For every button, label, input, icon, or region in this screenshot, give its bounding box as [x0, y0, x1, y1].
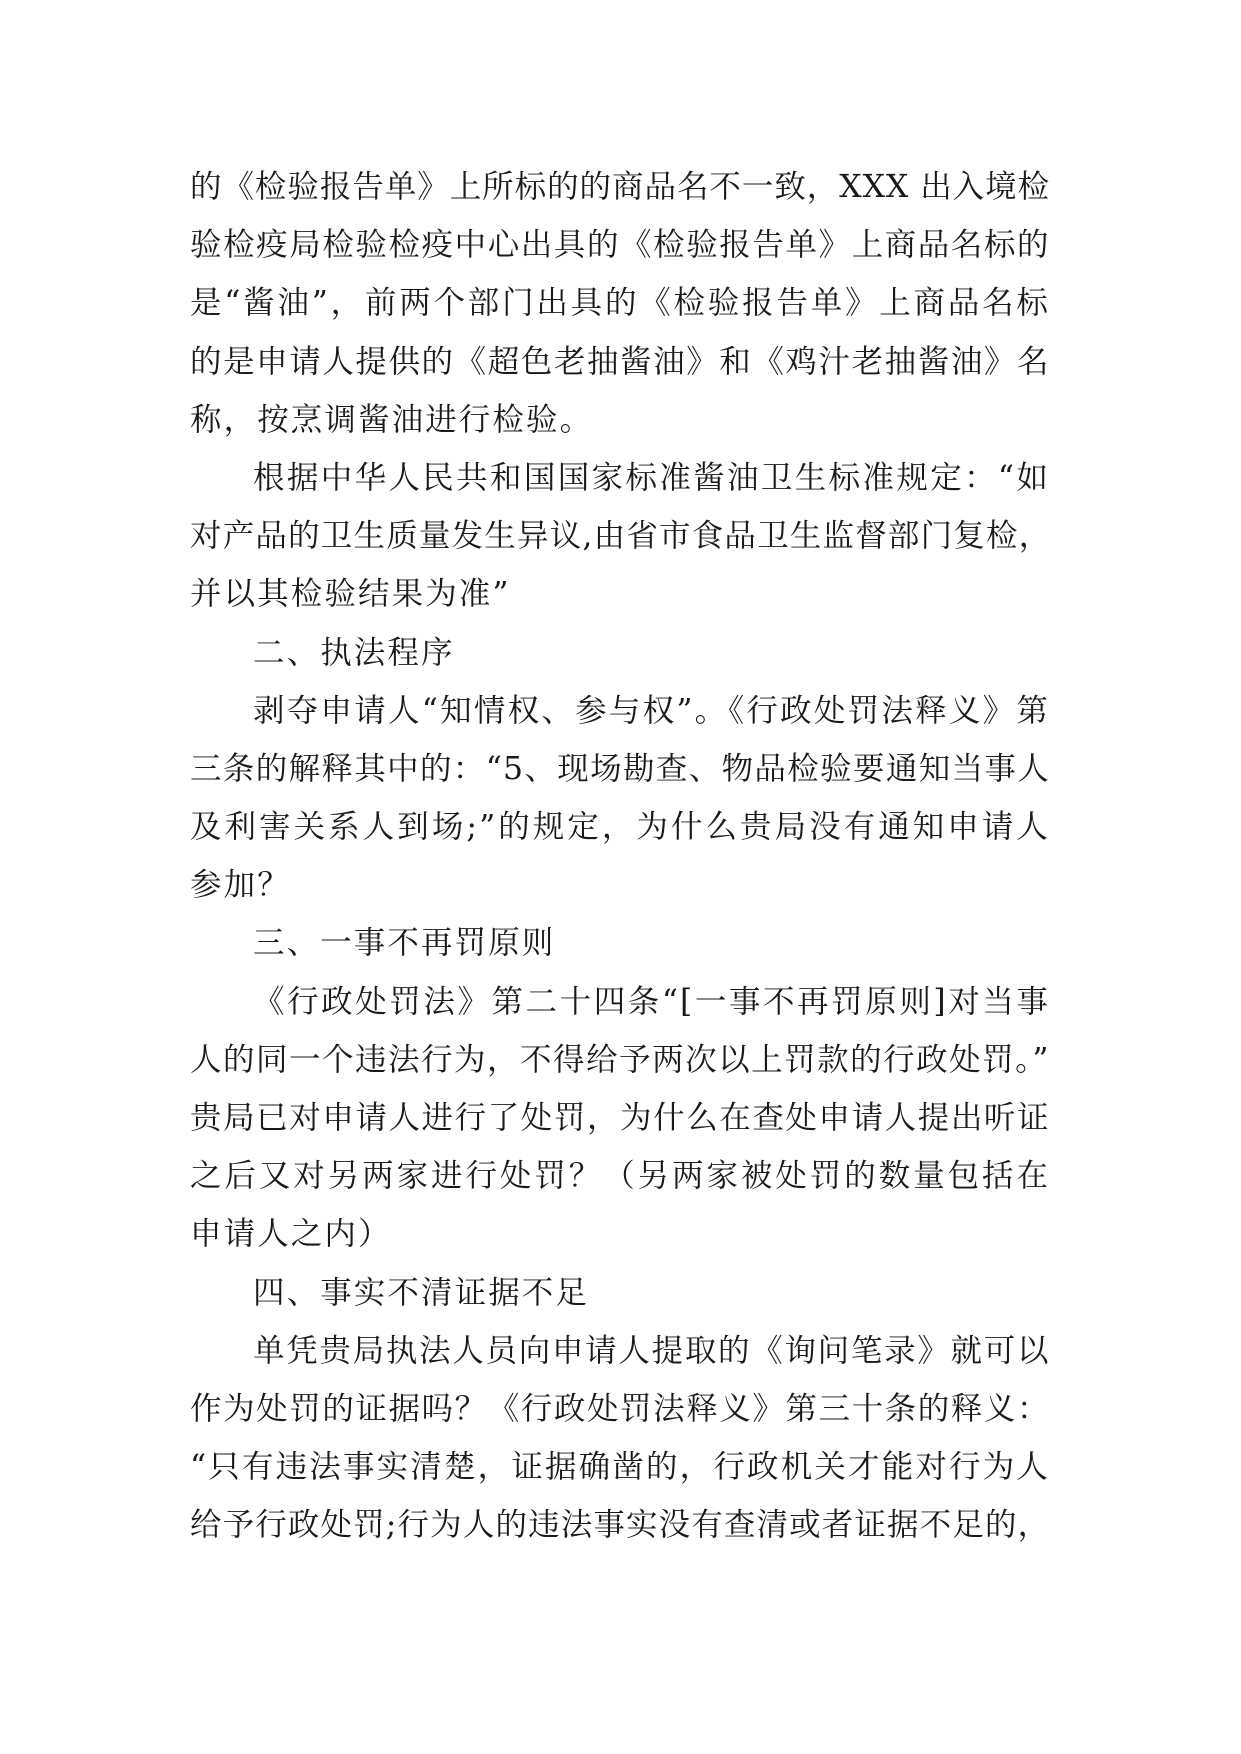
text-line: 的《检验报告单》上所标的的商品名不一致，XXX 出入境检 [190, 169, 1050, 205]
text-line: 是“酱油”，前两个部门出具的《检验报告单》上商品名标 [190, 285, 1050, 322]
document-body [190, 158, 1050, 1555]
text-line: 人的同一个违法行为，不得给予两次以上罚款的行政处罚。” [190, 1041, 1050, 1078]
text-line: 贵局已对申请人进行了处罚，为什么在查处申请人提出听证 [190, 1100, 1050, 1136]
text-line: 并以其检验结果为准” [190, 576, 511, 613]
text-line: 二、执法程序 [253, 634, 455, 671]
text-line: 对产品的卫生质量发生异议,由省市食品卫生监督部门复检， [190, 518, 1052, 555]
text-line: 三、一事不再罚原则 [253, 925, 556, 962]
text-line: 参加？ [190, 867, 291, 904]
text-line: 根据中华人民共和国国家标准酱油卫生标准规定：“如 [253, 459, 1050, 496]
text-line: 验检疫局检验检疫中心出具的《检验报告单》上商品名标的 [190, 227, 1050, 264]
text-line: 称，按烹调酱油进行检验。 [190, 401, 594, 438]
text-line: 及利害关系人到场;”的规定，为什么贵局没有通知申请人 [190, 809, 1050, 846]
text-line: 申请人之内） [190, 1216, 392, 1253]
text-line: “只有违法事实清楚，证据确凿的，行政机关才能对行为人 [190, 1449, 1050, 1486]
text-line: 《行政处罚法》第二十四条“[一事不再罚原则]对当事 [253, 983, 1050, 1020]
text-line: 的是申请人提供的《超色老抽酱油》和《鸡汁老抽酱油》名 [190, 343, 1050, 380]
text-line: 之后又对另两家进行处罚？（另两家被处罚的数量包括在 [190, 1158, 1050, 1195]
text-line: 作为处罚的证据吗？《行政处罚法释义》第三十条的释义： [190, 1390, 1050, 1427]
text-line: 四、事实不清证据不足 [253, 1274, 590, 1311]
text-line: 单凭贵局执法人员向申请人提取的《询问笔录》就可以 [253, 1332, 1050, 1369]
text-line: 三条的解释其中的：“5、现场勘查、物品检验要通知当事人 [190, 750, 1050, 787]
text-line: 剥夺申请人“知情权、参与权”。《行政处罚法释义》第 [253, 692, 1050, 729]
text-line: 给予行政处罚;行为人的违法事实没有查清或者证据不足的， [190, 1507, 1050, 1544]
